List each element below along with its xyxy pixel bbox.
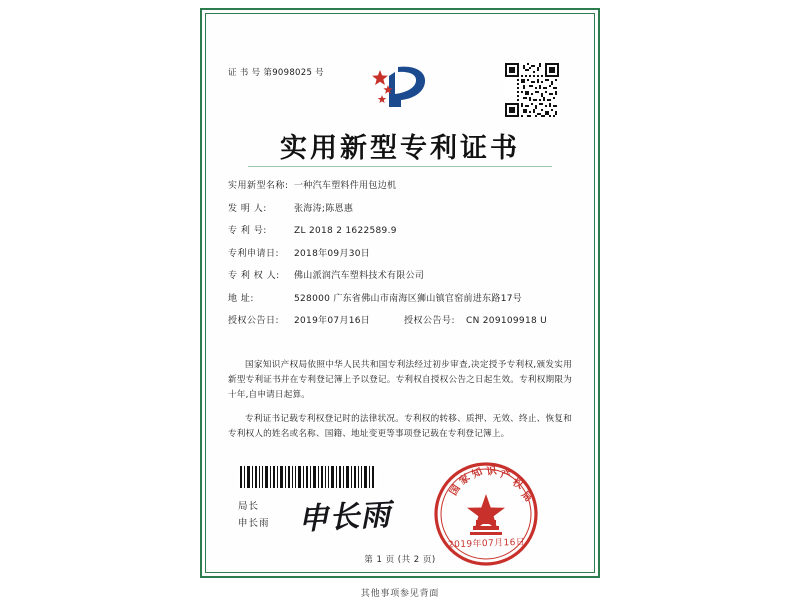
field-value: 一种汽车塑料件用包边机 (294, 181, 397, 191)
field-label: 发 明 人: (228, 203, 267, 214)
field-label: 实用新型名称: (228, 181, 289, 191)
field-list (228, 180, 572, 338)
field-row-application-date (228, 248, 572, 261)
field-value: CN 209109918 U (466, 316, 548, 326)
svg-text:家: 家 (457, 472, 473, 488)
field-label: 专 利 权 人: (228, 271, 280, 281)
outside-footer-note: 其他事项参见背面 (360, 589, 440, 599)
field-value: ZL 2018 2 1622589.9 (294, 226, 397, 236)
legal-paragraph-1: 国家知识产权局依照中华人民共和国专利法经过初步审查,决定授予专利权,颁发实用新型专利证书并在专利登记簿上予以登记。专利权自授权公告之日起生效。专利权期限为十年,自申请日起算。 (228, 360, 572, 400)
field-row-inventor (228, 203, 572, 216)
svg-text:权: 权 (510, 476, 525, 492)
official-seal (432, 460, 540, 568)
field-label: 专 利 号: (228, 226, 267, 236)
signature-title: 局长 (238, 501, 260, 512)
svg-text:产: 产 (499, 469, 512, 482)
title-divider (248, 166, 552, 167)
svg-text:识: 识 (485, 465, 498, 478)
field-row-grant (228, 315, 572, 328)
field-row-patentee (228, 270, 572, 283)
signature-labels (238, 498, 270, 532)
page-footer: 第 1 页 (共 2 页) (364, 555, 436, 565)
certificate-number: 证 书 号 第9098025 号 (228, 68, 324, 78)
field-row-address (228, 293, 572, 306)
handwritten-signature: 申长雨 (297, 497, 393, 538)
svg-text:局: 局 (518, 489, 534, 505)
qr-code (505, 63, 559, 117)
cnipa-logo-icon (368, 60, 430, 112)
legal-text (228, 358, 572, 451)
field-value: 2019年07月16日 (294, 316, 371, 326)
page-title: 实用新型专利证书 (280, 133, 520, 164)
signature-name: 申长雨 (238, 518, 270, 529)
field-row-patent-number (228, 225, 572, 238)
field-value: 佛山派润汽车塑料技术有限公司 (294, 271, 425, 281)
field-value: 528000 广东省佛山市南海区狮山镇官窑前进东路17号 (294, 293, 523, 304)
svg-text:国: 国 (448, 483, 463, 498)
field-grant-date (228, 315, 404, 328)
field-label: 授权公告号: (404, 316, 456, 326)
field-value: 2018年09月30日 (294, 248, 371, 259)
field-grant-publication-number (404, 315, 547, 328)
field-row-name (228, 180, 572, 193)
field-label: 地 址: (228, 293, 254, 304)
barcode (238, 466, 378, 488)
field-value: 张海涛;陈恩惠 (294, 203, 354, 214)
seal-date: 2019年07月16日 (447, 537, 526, 551)
field-label: 专利申请日: (228, 248, 280, 259)
certificate-sheet (200, 8, 600, 578)
legal-paragraph-2: 专利证书记载专利权登记时的法律状况。专利权的转移、质押、无效、终止、恢复和专利权人的姓名或名称、国籍、地址变更等事项登记载在专利登记簿上。 (228, 414, 572, 439)
svg-text:知: 知 (470, 466, 485, 481)
field-label: 授权公告日: (228, 316, 280, 326)
